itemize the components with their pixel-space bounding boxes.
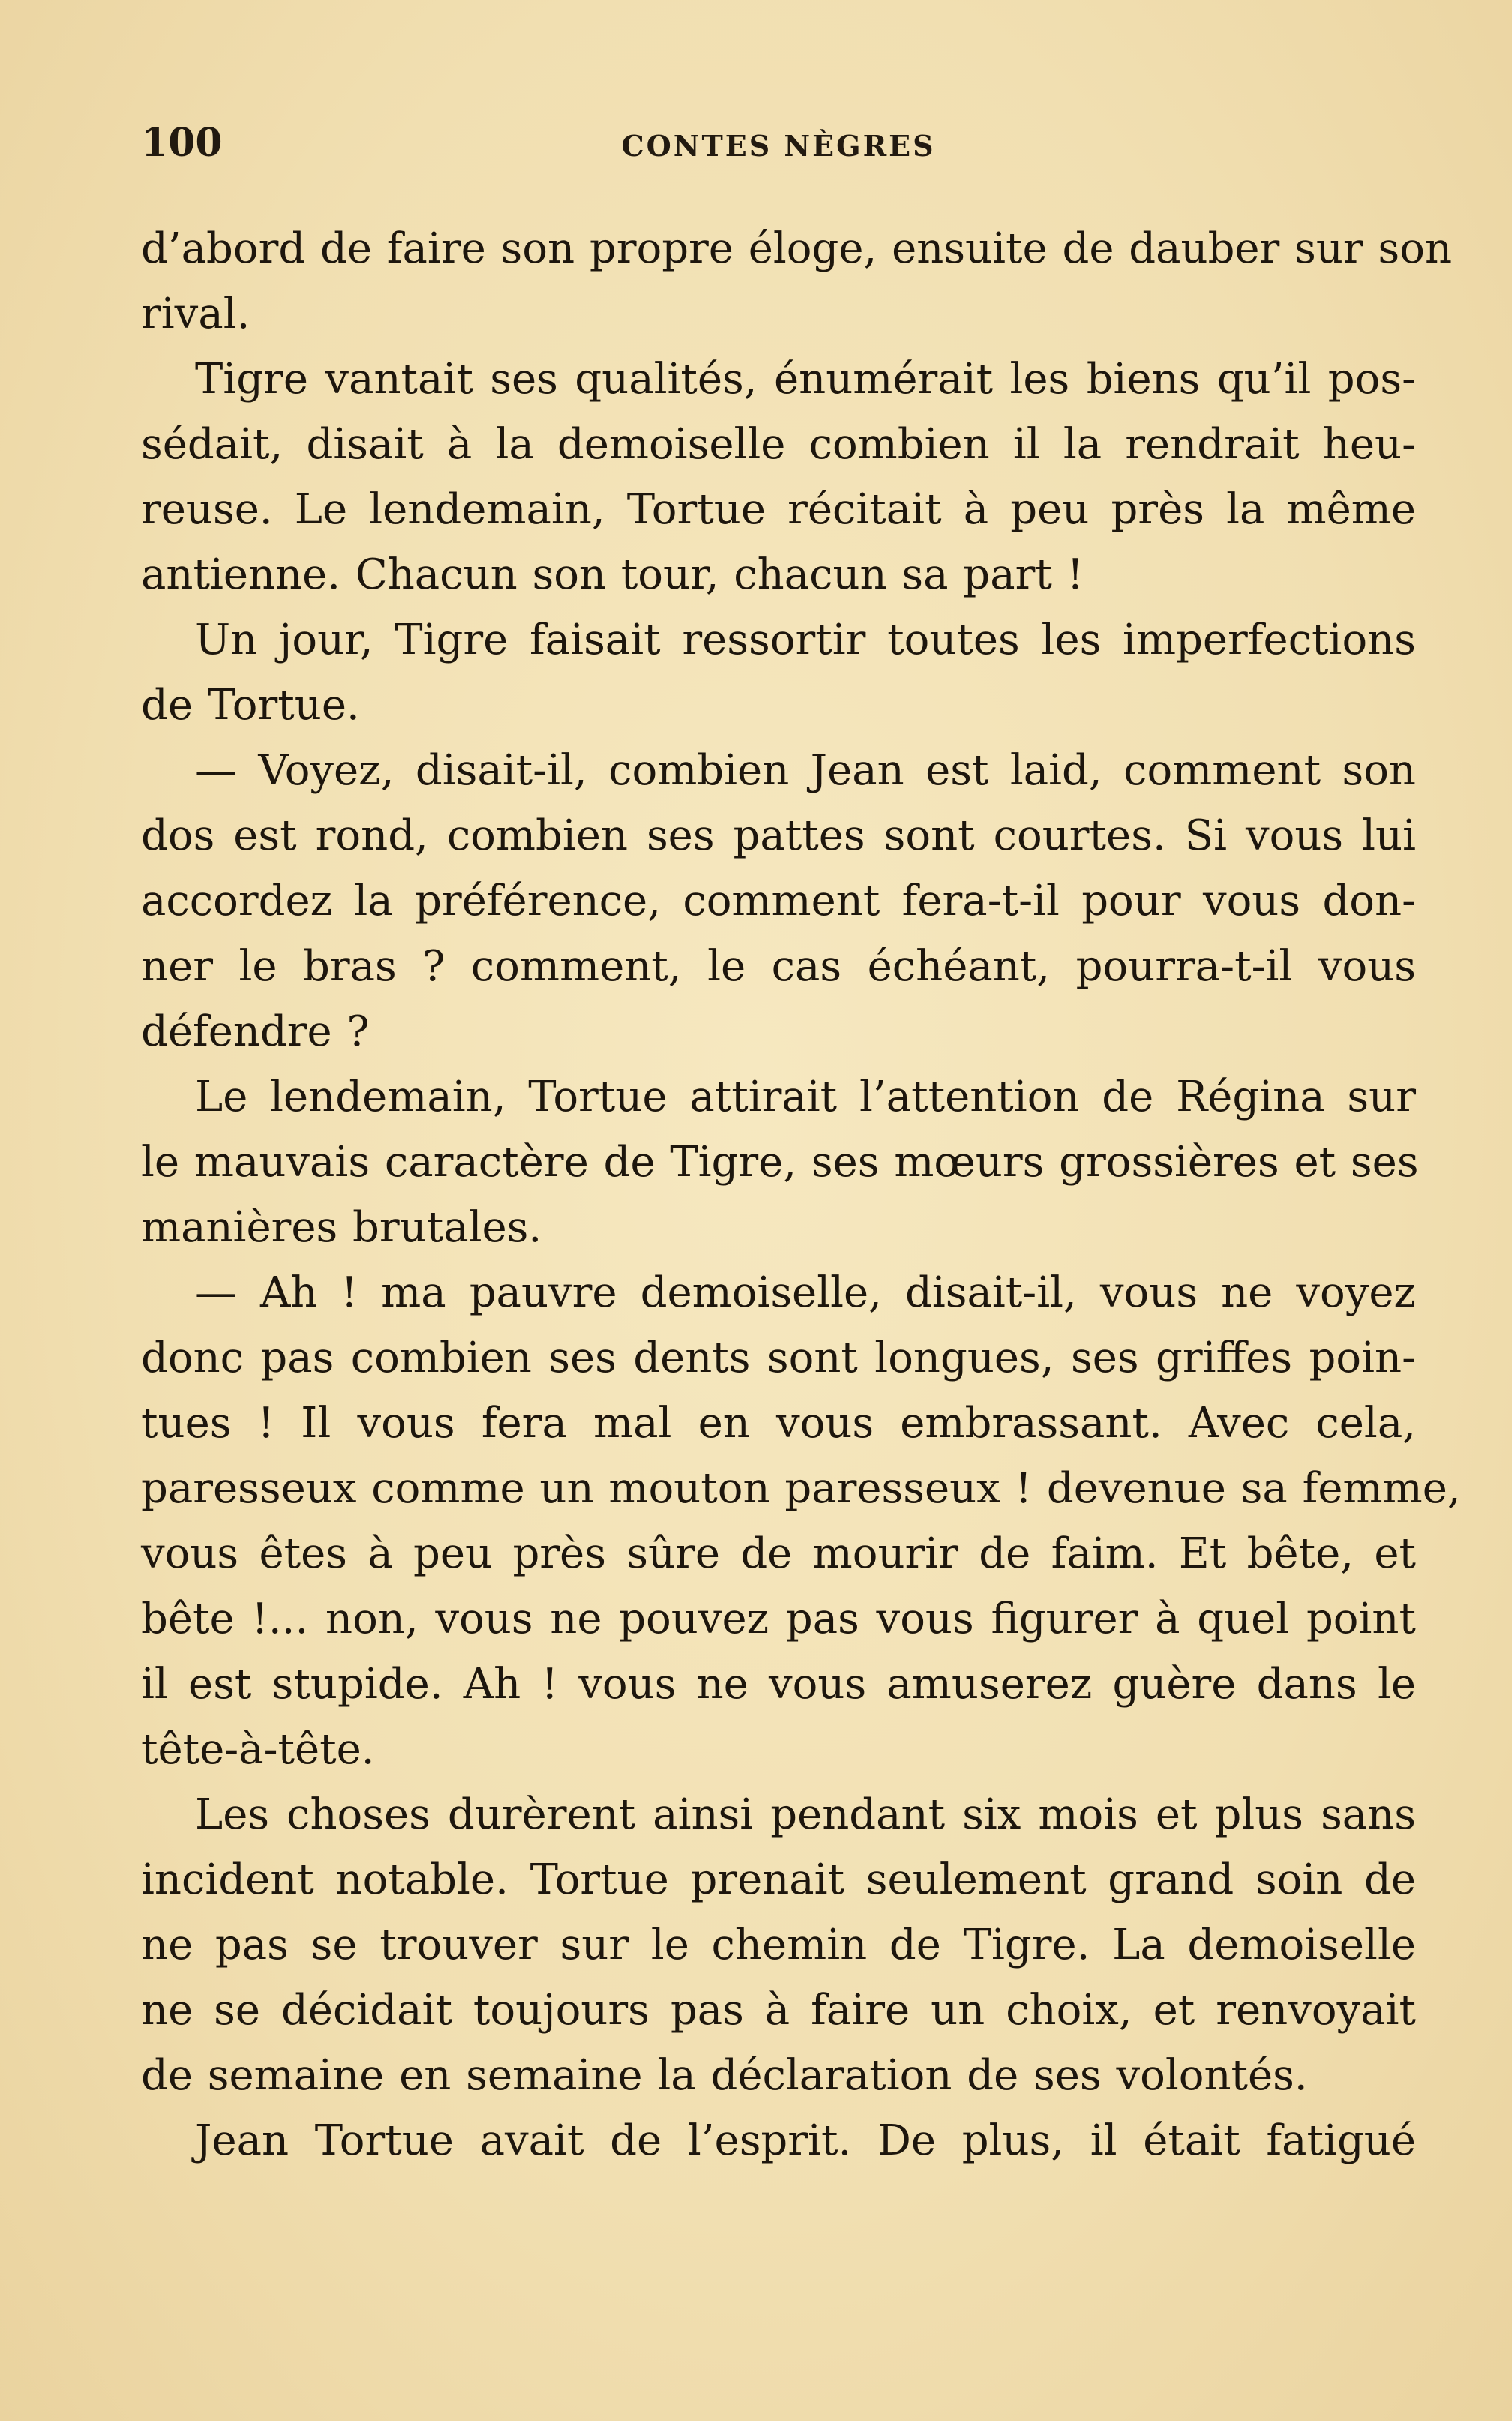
text-line: tues ! Il vous fera mal en vous embrassant. Avec cela, bbox=[141, 1399, 1416, 1448]
text-line: paresseux comme un mouton paresseux ! devenue sa femme, bbox=[141, 1464, 1461, 1513]
text-line: ne pas se trouver sur le chemin de Tigre. La demoiselle bbox=[141, 1921, 1416, 1970]
text-line: sédait, disait à la demoiselle combien il la rendrait heu- bbox=[141, 420, 1416, 469]
text-line: Les choses durèrent ainsi pendant six mois et plus sans bbox=[195, 1790, 1416, 1839]
text-line: dos est rond, combien ses pattes sont courtes. Si vous lui bbox=[141, 812, 1416, 860]
text-line: manières brutales. bbox=[141, 1203, 542, 1252]
text-line: Jean Tortue avait de l’esprit. De plus, il était fatigué bbox=[195, 2116, 1416, 2165]
text-line: reuse. Le lendemain, Tortue récitait à peu près la même bbox=[141, 485, 1416, 534]
text-line: ner le bras ? comment, le cas échéant, pourra-t-il vous bbox=[141, 942, 1416, 991]
text-line: ne se décidait toujours pas à faire un choix, et renvoyait bbox=[141, 1986, 1416, 2035]
text-line: antienne. Chacun son tour, chacun sa part ! bbox=[141, 550, 1084, 599]
text-line: il est stupide. Ah ! vous ne vous amuserez guère dans le bbox=[141, 1660, 1416, 1708]
text-line: accordez la préférence, comment fera-t-il pour vous don- bbox=[141, 877, 1416, 926]
text-line: incident notable. Tortue prenait seulement grand soin de bbox=[141, 1856, 1416, 1904]
page-number: 100 bbox=[141, 120, 223, 166]
running-title: CONTES NÈGRES bbox=[621, 129, 936, 163]
text-line: de semaine en semaine la déclaration de ses volontés. bbox=[141, 2051, 1308, 2100]
text-line: tête-à-tête. bbox=[141, 1725, 375, 1774]
text-line: Tigre vantait ses qualités, énumérait les biens qu’il pos- bbox=[195, 355, 1416, 404]
text-line: rival. bbox=[141, 290, 250, 338]
text-line: — Voyez, disait-il, combien Jean est laid, comment son bbox=[195, 746, 1416, 795]
text-line: défendre ? bbox=[141, 1007, 370, 1056]
text-line: — Ah ! ma pauvre demoiselle, disait-il, vous ne voyez bbox=[195, 1268, 1416, 1317]
text-line: le mauvais caractère de Tigre, ses mœurs grossières et ses bbox=[141, 1138, 1419, 1186]
text-line: vous êtes à peu près sûre de mourir de faim. Et bête, et bbox=[141, 1529, 1416, 1578]
page-header bbox=[141, 120, 1416, 180]
text-line: Le lendemain, Tortue attirait l’attention de Régina sur bbox=[195, 1072, 1416, 1121]
body-text bbox=[141, 216, 1461, 2174]
text-line: bête !... non, vous ne pouvez pas vous figurer à quel point bbox=[141, 1594, 1416, 1643]
text-line: Un jour, Tigre faisait ressortir toutes les imperfections bbox=[195, 616, 1416, 664]
text-line: d’abord de faire son propre éloge, ensuite de dauber sur son bbox=[141, 224, 1453, 273]
text-line: de Tortue. bbox=[141, 681, 360, 730]
text-line: donc pas combien ses dents sont longues, ses griffes poin- bbox=[141, 1334, 1416, 1382]
